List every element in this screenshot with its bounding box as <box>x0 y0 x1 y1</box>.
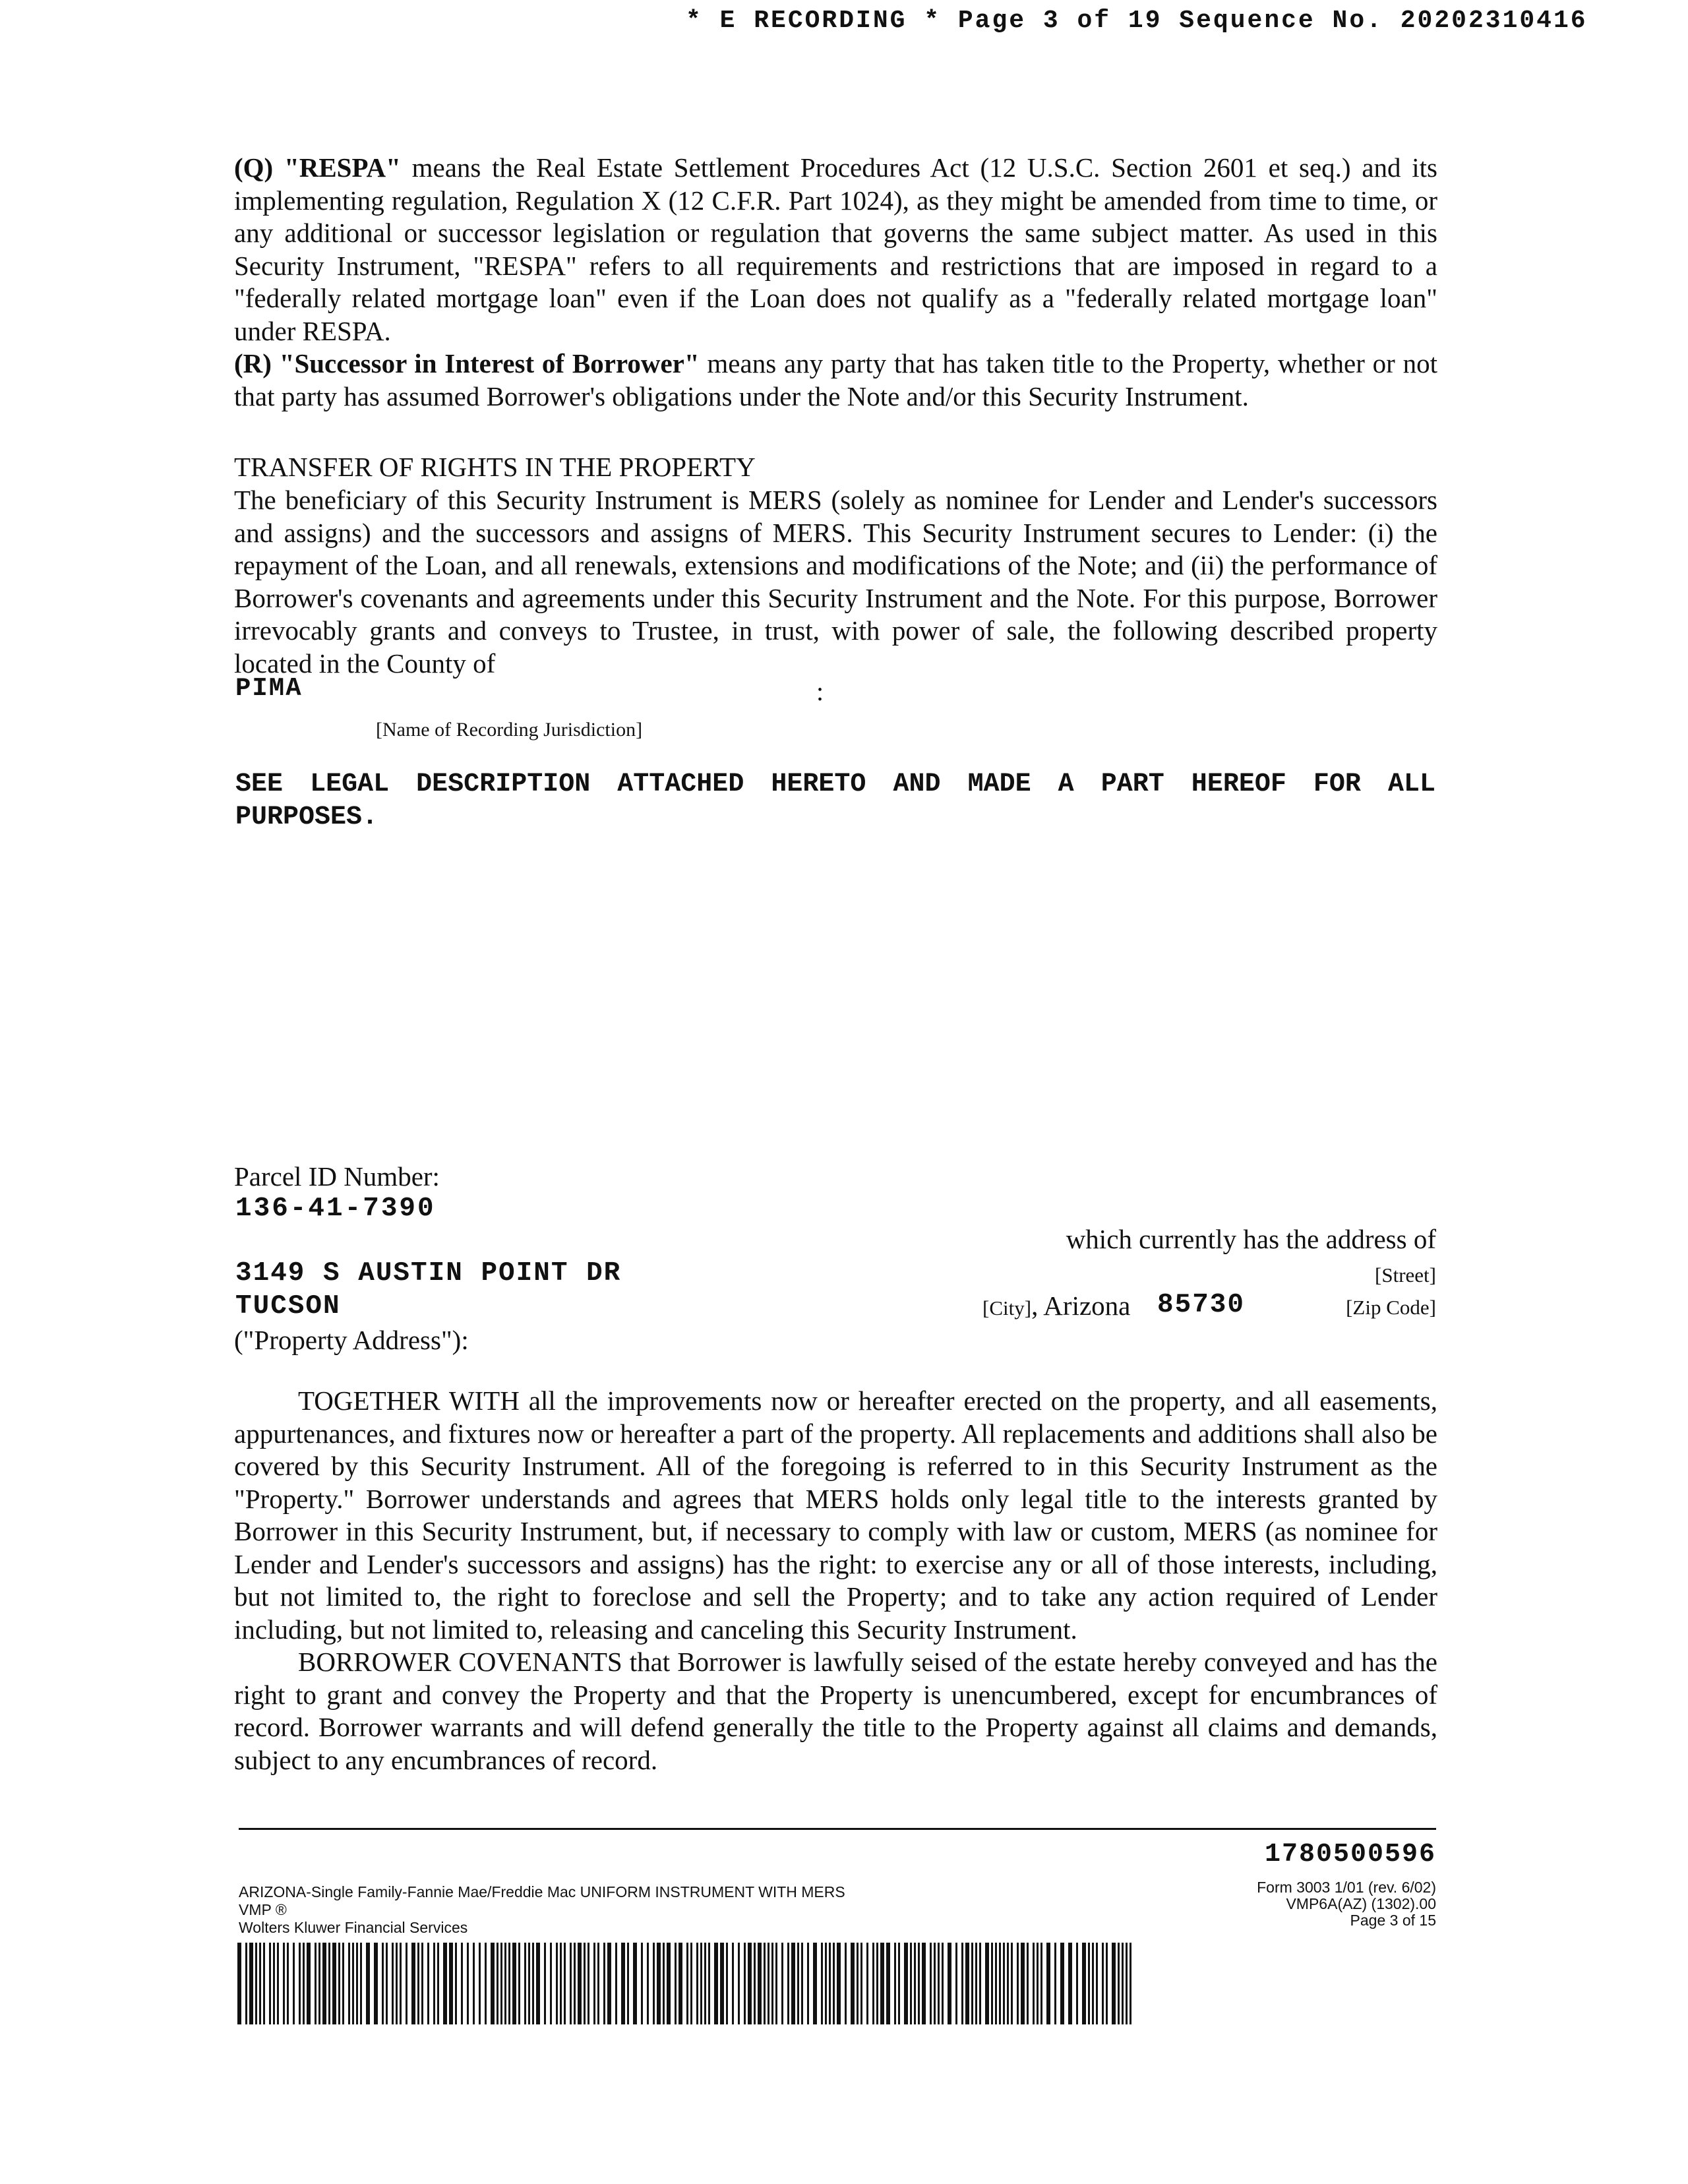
barcode-bar <box>396 1943 398 2024</box>
barcode-bar <box>738 1943 740 2024</box>
barcode-bar <box>564 1943 566 2024</box>
barcode-bar <box>979 1943 981 2024</box>
definitions-section <box>234 152 1437 413</box>
barcode-bar <box>621 1943 625 2024</box>
barcode-bar <box>273 1943 275 2024</box>
barcode-bar <box>467 1943 469 2024</box>
barcode-bar <box>597 1943 599 2024</box>
barcode-bar <box>965 1943 969 2024</box>
barcode-bar <box>1027 1943 1029 2024</box>
address-intro: which currently has the address of <box>1066 1224 1436 1254</box>
barcode-bar <box>528 1943 530 2024</box>
barcode-bar <box>1118 1943 1120 2024</box>
barcode-bar <box>293 1943 295 2024</box>
barcode-bar <box>315 1943 316 2024</box>
barcode-bar <box>1122 1943 1124 2024</box>
barcode-bar <box>417 1943 419 2024</box>
legal-description: SEE LEGAL DESCRIPTION ATTACHED HERETO AND MADE A PART HEREOF FOR ALL PURPOSES. <box>235 770 1435 832</box>
barcode-bar <box>708 1943 710 2024</box>
property-address-label: ("Property Address"): <box>234 1325 469 1355</box>
barcode-bar <box>898 1943 900 2024</box>
barcode-bar <box>726 1943 728 2024</box>
barcode-bar <box>918 1943 920 2024</box>
barcode-bar <box>411 1943 415 2024</box>
barcode-bar <box>1130 1943 1131 2024</box>
barcode-bar <box>1003 1943 1005 2024</box>
barcode-bar <box>356 1943 358 2024</box>
barcode-bar <box>771 1943 773 2024</box>
barcode-bar <box>544 1943 546 2024</box>
barcode-bar <box>607 1943 611 2024</box>
together-with-paragraph: TOGETHER WITH all the improvements now or hereafter erected on the property, and all easements, appurtenances, and fixtures now or hereafter a part of the property. All replacements and additions shall also be covered by this Security Instrument. All of the foregoing is referred to in this Security Instrument as the "Property." Borrower understands and agrees that MERS holds only legal title to the interests granted by Borrower in this Security Instrument, but, if necessary to comply with law or custom, MERS (as nominee for Lender and Lender's successors and assigns) has the right: to exercise any or all of those interests, including, but not limited to, the right to foreclose and sell the Property; and to take any action required of Lender including, but not limited to, releasing and canceling this Security Instrument. <box>234 1385 1437 1645</box>
loan-number: 1780500596 <box>1264 1840 1436 1869</box>
barcode-bar <box>366 1943 370 2024</box>
barcode-bar <box>880 1943 884 2024</box>
street-tag: [Street] <box>1375 1263 1436 1287</box>
barcode-bar <box>536 1943 540 2024</box>
form-info-block <box>1257 1879 1436 1929</box>
barcode-bar <box>758 1943 762 2024</box>
city-tag: [City] <box>982 1296 1032 1320</box>
barcode-bar <box>667 1943 671 2024</box>
barcode-bar <box>449 1943 453 2024</box>
barcode-bar <box>633 1943 637 2024</box>
barcode-bar <box>837 1943 841 2024</box>
barcode-bar <box>479 1943 481 2024</box>
barcode-bar <box>657 1943 661 2024</box>
definition-q-label: (Q) "RESPA" <box>234 152 401 183</box>
barcode-bar <box>560 1943 562 2024</box>
barcode-bar <box>797 1943 799 2024</box>
barcode-bar <box>532 1943 534 2024</box>
barcode-bar <box>914 1943 916 2024</box>
barcode-bar <box>400 1943 402 2024</box>
barcode-bar <box>332 1943 336 2024</box>
barcode-bar <box>1007 1943 1009 2024</box>
barcode-bar <box>374 1943 378 2024</box>
barcode-bar <box>801 1943 803 2024</box>
barcode-bar <box>328 1943 330 2024</box>
barcode-bar <box>263 1943 265 2024</box>
zip-tag: [Zip Code] <box>1346 1296 1436 1319</box>
borrower-covenants-paragraph: BORROWER COVENANTS that Borrower is lawfully seised of the estate hereby conveyed and has the right to grant and convey the Property and that the Property is unencumbered, except for encumbrances of record. Borrower warrants and will defend generally the title to the Property against all claims and demands, subject to any encumbrances of record. <box>234 1647 1437 1775</box>
barcode-bar <box>338 1943 340 2024</box>
barcode-bar <box>975 1943 977 2024</box>
barcode-bar <box>627 1943 629 2024</box>
barcode-bar <box>851 1943 855 2024</box>
barcode-bar <box>342 1943 344 2024</box>
city-state-line <box>982 1290 1130 1321</box>
barcode-bar <box>283 1943 285 2024</box>
barcode-bar <box>768 1943 769 2024</box>
barcode-bar <box>392 1943 394 2024</box>
barcode-bar <box>299 1943 301 2024</box>
barcode-bar <box>754 1943 756 2024</box>
barcode-bar <box>961 1943 963 2024</box>
barcode-bar <box>421 1943 423 2024</box>
barcode-bar <box>821 1943 823 2024</box>
barcode-bar <box>1076 1943 1078 2024</box>
barcode-bar <box>504 1943 506 2024</box>
jurisdiction-label: [Name of Recording Jurisdiction] <box>376 719 643 741</box>
barcode-bar <box>237 1943 241 2024</box>
barcode-bar <box>360 1943 362 2024</box>
barcode-bar <box>584 1943 586 2024</box>
barcode-bar <box>876 1943 878 2024</box>
barcode-bar <box>382 1943 384 2024</box>
barcode-bar <box>1011 1943 1013 2024</box>
barcode-bar <box>303 1943 305 2024</box>
barcode-bar <box>696 1943 698 2024</box>
barcode-bar <box>1040 1943 1042 2024</box>
barcode-bar <box>245 1943 247 2024</box>
barcode-bar <box>833 1943 835 2024</box>
page-of: Page 3 of 15 <box>1350 1912 1436 1929</box>
barcode-bar <box>829 1943 831 2024</box>
barcode-bar <box>574 1943 576 2024</box>
transfer-text: The beneficiary of this Security Instrument is MERS (solely as nominee for Lender and Lender's successors and assigns) and the successors and assigns of MERS. This Security Instrument secures to Lender: (i) the repayment of the Loan, and all renewals, extensions and modifications of the Note; and (ii) the performance of Borrower's covenants and agreements under this Security Instrument and the Note. For this purpose, Borrower irrevocably grants and conveys to Trustee, in trust, with power of sale, the following described property located in the County of <box>234 485 1437 679</box>
barcode-bar <box>512 1943 516 2024</box>
form-title: ARIZONA-Single Family-Fannie Mae/Freddie Mac UNIFORM INSTRUMENT WITH MERS <box>239 1883 845 1900</box>
barcode-bar <box>593 1943 595 2024</box>
barcode-bar <box>1102 1943 1104 2024</box>
barcode-bar <box>999 1943 1001 2024</box>
barcode-bar <box>938 1943 940 2024</box>
barcode-bar <box>904 1943 908 2024</box>
barcode-bar <box>1046 1943 1050 2024</box>
barcode-bar <box>764 1943 766 2024</box>
barcode-bar <box>825 1943 827 2024</box>
barcode-bar <box>307 1943 311 2024</box>
barcode-bar <box>287 1943 289 2024</box>
transfer-title: TRANSFER OF RIGHTS IN THE PROPERTY <box>234 452 756 482</box>
barcode-bar <box>704 1943 706 2024</box>
barcode-bar <box>720 1943 724 2024</box>
barcode-bar <box>653 1943 655 2024</box>
barcode-bar <box>910 1943 912 2024</box>
barcode-bar <box>971 1943 973 2024</box>
barcode-bar <box>1112 1943 1116 2024</box>
barcode-bar <box>1082 1943 1086 2024</box>
barcode-bar <box>647 1943 649 2024</box>
barcode-bar <box>437 1943 439 2024</box>
barcode-bar <box>991 1943 993 2024</box>
barcode-bar <box>922 1943 926 2024</box>
barcode-bar <box>443 1943 447 2024</box>
form-name-block <box>239 1883 845 1937</box>
definition-r-text: means any party that has taken title to the Property, whether or not that party has assumed Borrower's obligations under the Note and/or this Security Instrument. <box>234 348 1437 411</box>
barcode-bar <box>845 1943 847 2024</box>
barcode-bar <box>781 1943 783 2024</box>
parcel-number: 136-41-7390 <box>235 1194 436 1224</box>
barcode-bar <box>934 1943 936 2024</box>
definition-r-label: (R) "Successor in Interest of Borrower" <box>234 348 700 379</box>
barcode-bar <box>427 1943 429 2024</box>
barcode-bar <box>732 1943 734 2024</box>
barcode-bar <box>406 1943 407 2024</box>
barcode-bar <box>700 1943 702 2024</box>
barcode-bar <box>473 1943 475 2024</box>
footer-divider <box>239 1828 1436 1830</box>
barcode-bar <box>259 1943 261 2024</box>
covenants-section <box>234 1385 1437 1776</box>
recording-header: * E RECORDING * Page 3 of 19 Sequence No. 20202310416 <box>686 7 1588 35</box>
barcode-bar <box>787 1943 789 2024</box>
vmp-mark: VMP ® <box>239 1901 287 1918</box>
barcode-bar <box>518 1943 520 2024</box>
barcode-bar <box>1092 1943 1094 2024</box>
street-value: 3149 S AUSTIN POINT DR <box>235 1258 622 1289</box>
barcode-bar <box>1068 1943 1072 2024</box>
parcel-label: Parcel ID Number: <box>234 1161 440 1192</box>
barcode-bar <box>985 1943 989 2024</box>
barcode-bar <box>1126 1943 1128 2024</box>
barcode-bar <box>948 1943 951 2024</box>
definition-r <box>234 348 1437 413</box>
barcode-bar <box>678 1943 682 2024</box>
barcode-bar <box>318 1943 320 2024</box>
definition-q-text: means the Real Estate Settlement Procedures Act (12 U.S.C. Section 2601 et seq.) and its implementing regulation, Regulation X (12 C.F.R. Part 1024), as they might be amended from time to time, or any additional or successor legislation or regulation that governs the same subject matter. As used in this Security Instrument, "RESPA" refers to all requirements and restrictions that are imposed in regard to a "federally related mortgage loan" even if the Loan does not qualify as a "federally related mortgage loan" under RESPA. <box>234 152 1438 346</box>
barcode-bar <box>1037 1943 1039 2024</box>
barcode-bar <box>1096 1943 1098 2024</box>
barcode-bar <box>775 1943 777 2024</box>
barcode-bar <box>497 1943 498 2024</box>
barcode-bar <box>663 1943 665 2024</box>
barcode-bar <box>1017 1943 1019 2024</box>
city-value: TUCSON <box>235 1291 341 1321</box>
barcode-bar <box>255 1943 257 2024</box>
barcode-bar <box>524 1943 526 2024</box>
barcode-bar <box>570 1943 572 2024</box>
barcode-bar <box>791 1943 795 2024</box>
barcode-bar <box>556 1943 558 2024</box>
barcode-bar <box>955 1943 957 2024</box>
barcode-bar <box>930 1943 932 2024</box>
barcode-bar <box>813 1943 817 2024</box>
barcode-bar <box>269 1943 271 2024</box>
barcode-bar <box>866 1943 868 2024</box>
barcode-bar <box>641 1943 643 2024</box>
county-value: PIMA <box>235 674 303 703</box>
state-text: , Arizona <box>1031 1290 1131 1321</box>
barcode-bar <box>348 1943 350 2024</box>
barcode-bar <box>603 1943 605 2024</box>
barcode-bar <box>748 1943 752 2024</box>
barcode-bar <box>1088 1943 1090 2024</box>
barcode-bar <box>714 1943 718 2024</box>
barcode-bar <box>744 1943 746 2024</box>
barcode-bar <box>588 1943 589 2024</box>
barcode-bar <box>886 1943 890 2024</box>
barcode-bar <box>860 1943 862 2024</box>
barcode-bar <box>322 1943 326 2024</box>
barcode-bar <box>894 1943 896 2024</box>
barcode-bar <box>455 1943 457 2024</box>
barcode-bar <box>675 1943 677 2024</box>
barcode-bar <box>508 1943 510 2024</box>
barcode-bar <box>249 1943 253 2024</box>
barcode-bar <box>500 1943 502 2024</box>
barcode-bar <box>942 1943 944 2024</box>
barcode-bar <box>352 1943 354 2024</box>
barcode-bar <box>578 1943 582 2024</box>
form-code: VMP6A(AZ) (1302).00 <box>1286 1895 1436 1912</box>
barcode-bar <box>277 1943 279 2024</box>
barcode-bar <box>807 1943 809 2024</box>
county-colon: : <box>816 677 824 706</box>
barcode-bar <box>1060 1943 1064 2024</box>
barcode-bar <box>995 1943 997 2024</box>
barcode-bar <box>550 1943 552 2024</box>
barcode-bar <box>433 1943 435 2024</box>
barcode-bar <box>872 1943 874 2024</box>
barcode-bar <box>1054 1943 1056 2024</box>
barcode-bar <box>461 1943 463 2024</box>
publisher-name: Wolters Kluwer Financial Services <box>239 1919 468 1936</box>
barcode-bar <box>485 1943 487 2024</box>
barcode <box>237 1943 1135 2024</box>
zip-value: 85730 <box>1157 1290 1246 1320</box>
barcode-bar <box>615 1943 617 2024</box>
barcode-bar <box>686 1943 688 2024</box>
barcode-bar <box>1106 1943 1108 2024</box>
barcode-bar <box>491 1943 495 2024</box>
barcode-bar <box>857 1943 859 2024</box>
barcode-bar <box>1021 1943 1025 2024</box>
barcode-bar <box>386 1943 388 2024</box>
definition-q <box>234 152 1437 348</box>
barcode-bar <box>690 1943 692 2024</box>
barcode-bar <box>1033 1943 1035 2024</box>
form-number: Form 3003 1/01 (rev. 6/02) <box>1257 1879 1436 1896</box>
